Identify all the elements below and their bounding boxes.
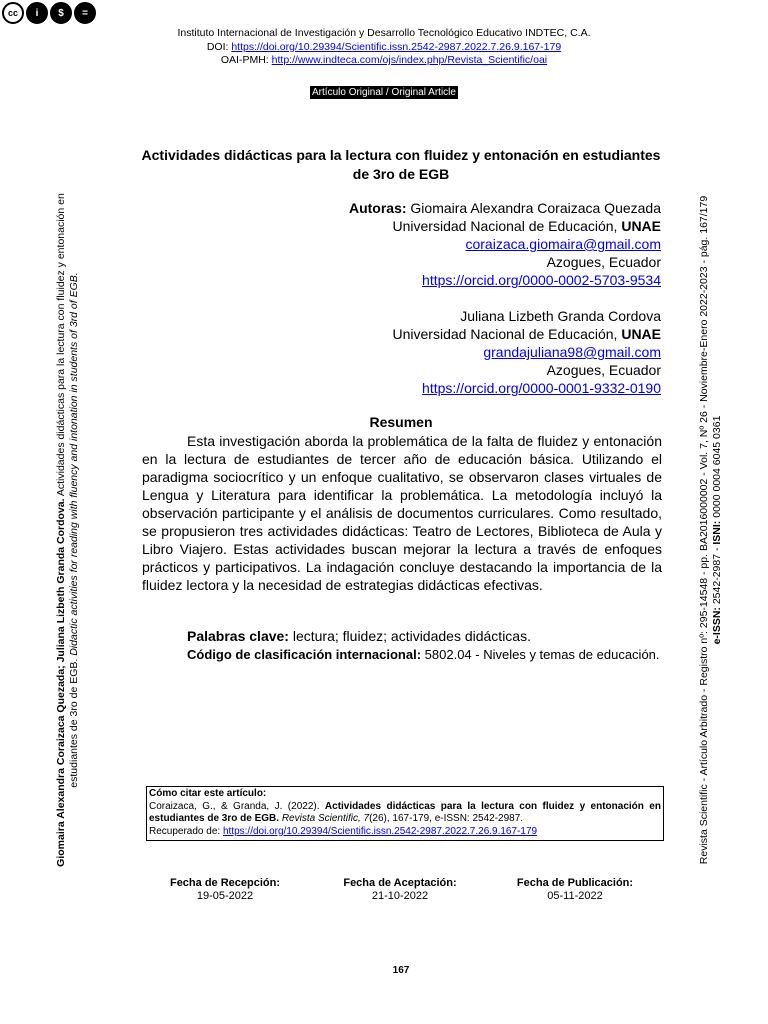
citation-details: (26), 167-179, e-ISSN: 2542-2987. xyxy=(369,813,524,824)
cc-icon: cc xyxy=(2,2,24,24)
license-badge xyxy=(2,2,96,24)
author1-location: Azogues, Ecuador xyxy=(546,254,661,270)
right-margin-registry: Revista Scientific - Artículo Arbitrado - Registro nº: 295-14548 - pp. BA2016000002 - Vol. 7, Nº 26 - Noviembre-Enero 2022-2023 - pág. 167/179 xyxy=(698,195,710,865)
date-published: Fecha de Publicación: 05-11-2022 xyxy=(516,877,634,902)
author1-affiliation: Universidad Nacional de Educación, UNAE xyxy=(392,218,661,234)
citation-authors: Coraizaca, G., & Granda, J. (2022). xyxy=(149,800,325,812)
left-margin-english-title: Didactic activities for reading with fluency and intonation in students of 3rd of EGB. xyxy=(68,272,80,656)
citation-heading: Cómo citar este artículo: xyxy=(149,788,267,799)
classification-value: 5802.04 - Niveles y temas de educación. xyxy=(421,647,660,662)
citation-title: Actividades didácticas para la lectura con fluidez y entonación en estudiantes de 3ro de EGB. xyxy=(149,800,661,824)
keywords-label: Palabras clave: xyxy=(187,628,289,644)
authors-block xyxy=(300,199,661,397)
author2-orcid-link[interactable]: https://orcid.org/0000-0001-9332-0190 xyxy=(422,380,661,396)
attribution-icon: i xyxy=(26,2,48,24)
left-margin-citation: Giomaira Alexandra Coraizaca Quezada; Juliana Lizbeth Granda Cordova. Actividades didácticas para la lectura con fluidez y entonación en estudiantes de 3ro de EGB. Didactic activities for reading with fluency and intonation in students of 3rd of EGB. xyxy=(55,193,80,867)
noncommercial-icon: $ xyxy=(50,2,72,24)
classification-label: Código de clasificación internacional: xyxy=(187,647,422,662)
author2-email-link[interactable]: grandajuliana98@gmail.com xyxy=(483,344,661,360)
authors-label: Autoras: xyxy=(348,200,407,216)
classification-code xyxy=(142,646,662,664)
author1-name-line xyxy=(300,199,661,217)
citation-retrieved-label: Recuperado de: xyxy=(149,825,223,837)
author1-email-link[interactable]: coraizaca.giomaira@gmail.com xyxy=(465,236,661,252)
citation-doi-link[interactable]: https://doi.org/10.29394/Scientific.issn.2542-2987.2022.7.26.9.167-179 xyxy=(222,825,538,837)
abstract-text: Esta investigación aborda la problemática de la falta de fluidez y entonación en la lectura de estudiantes de tercer año de educación básica. Utilizando el paradigma sociocrítico y un enfoque cualitativo, se observaron clases virtuales de Lengua y Literatura para identificar la problemática. La metodología incluyó la observación participante y el análisis de documentos curriculares. Como resultado, se propusieron tres actividades didácticas: Teatro de Lectores, Biblioteca de Aula y Libro Viajero. Estas actividades buscan mejorar la lectura a través de enfoques prácticos y participativos. La indagación concluye destacando la importancia de la fluidez lectora y la necesidad de estrategias didácticas efectivas. xyxy=(142,433,662,593)
keywords xyxy=(187,628,531,644)
doi-line: DOI: https://doi.org/10.29394/Scientific.issn.2542-2987.2022.7.26.9.167-179 xyxy=(206,40,562,53)
doi-link[interactable]: https://doi.org/10.29394/Scientific.issn.2542-2987.2022.7.26.9.167-179 xyxy=(231,40,562,53)
article-type-label: Artículo Original / Original Article xyxy=(312,87,456,98)
citation-box xyxy=(146,786,664,841)
institution-name: Instituto Internacional de Investigación y Desarrollo Tecnológico Educativo INDTEC, C.A. xyxy=(177,27,591,39)
author2-affiliation: Universidad Nacional de Educación, UNAE xyxy=(392,326,661,342)
right-margin-journal-info xyxy=(698,150,738,910)
keywords-value: lectura; fluidez; actividades didácticas. xyxy=(288,628,531,644)
author2-location: Azogues, Ecuador xyxy=(546,362,661,378)
page-number: 167 xyxy=(392,965,410,976)
date-received: Fecha de Recepción: 19-05-2022 xyxy=(169,877,281,902)
oai-line: OAI-PMH: http://www.indteca.com/ojs/index.php/Revista_Scientific/oai xyxy=(220,54,548,66)
author1-orcid-link[interactable]: https://orcid.org/0000-0002-5703-9534 xyxy=(422,272,661,288)
dates-row xyxy=(140,877,660,903)
date-accepted: Fecha de Aceptación: 21-10-2022 xyxy=(343,877,457,902)
author2-name: Juliana Lizbeth Granda Cordova xyxy=(460,308,661,324)
article-type xyxy=(0,82,768,100)
oai-link[interactable]: http://www.indteca.com/ojs/index.php/Revista_Scientific/oai xyxy=(271,54,548,66)
journal-header xyxy=(100,27,668,68)
noderivs-icon: = xyxy=(74,2,96,24)
article-title: Actividades didácticas para la lectura con fluidez y entonación en estudiantes de 3ro de EGB xyxy=(141,147,661,182)
right-margin-issn: e-ISSN: 2542-2987 - ISNI: 0000 0004 6045 0361 xyxy=(711,415,723,645)
abstract-heading: Resumen xyxy=(369,414,433,430)
citation-journal: Revista Scientific, 7 xyxy=(279,813,370,824)
left-margin-authors: Giomaira Alexandra Coraizaca Quezada; Juliana Lizbeth Granda Cordova. xyxy=(55,498,67,867)
author1-name: Giomaira Alexandra Coraizaca Quezada xyxy=(410,200,661,216)
